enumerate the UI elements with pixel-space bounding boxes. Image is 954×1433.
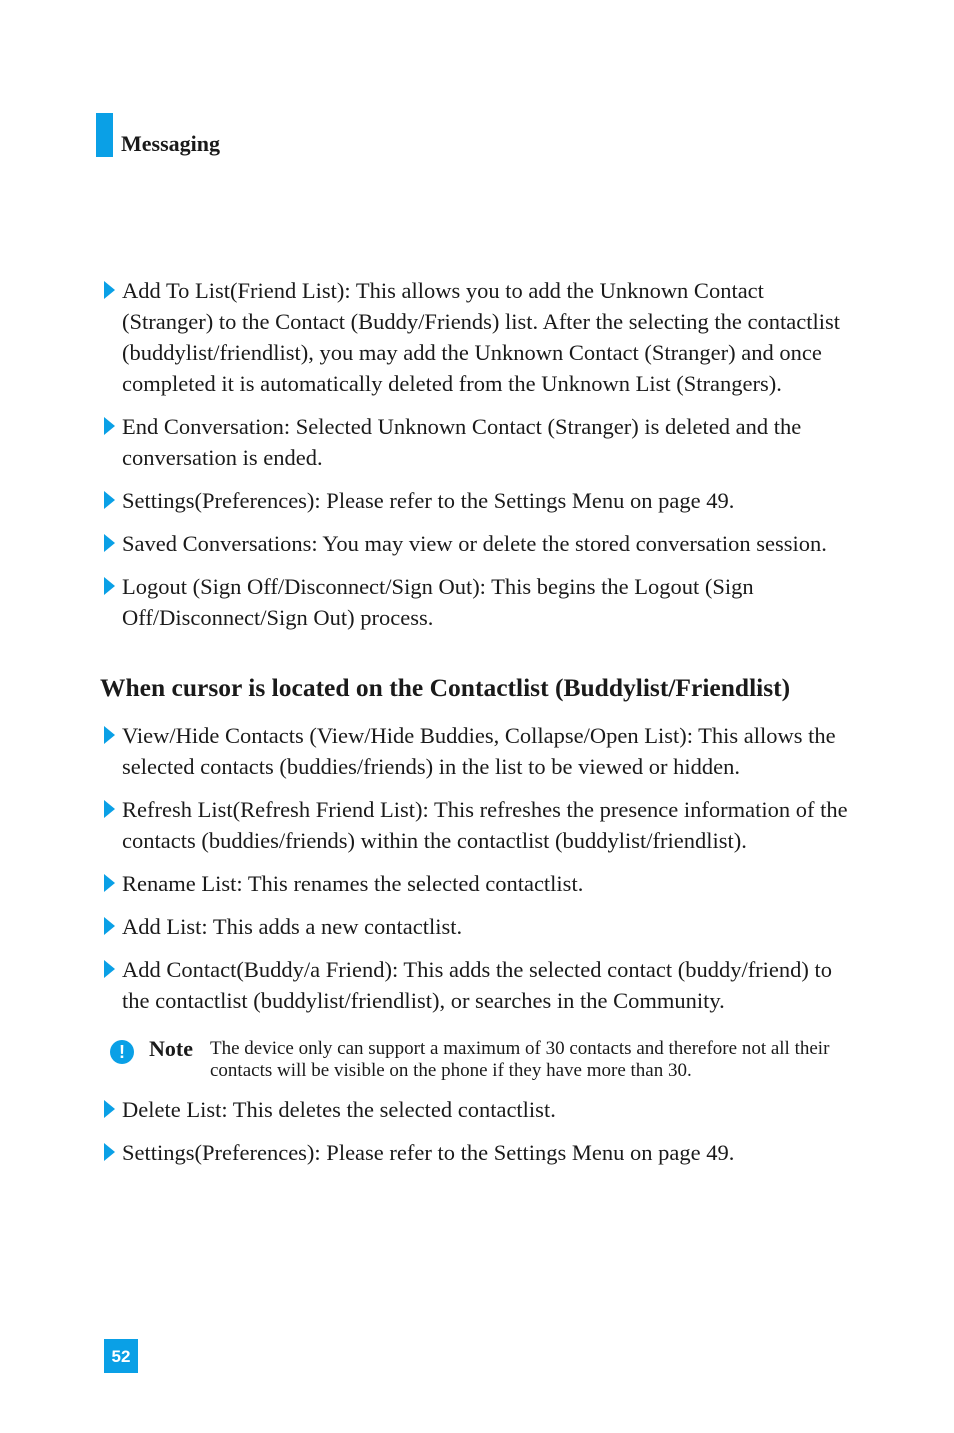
list-item-text: Saved Conversations: You may view or delete the stored conversation session.	[122, 531, 827, 556]
list-item-text: Delete List: This deletes the selected contactlist.	[122, 1097, 556, 1122]
list-item	[100, 954, 860, 1016]
subsection-heading: When cursor is located on the Contactlist (Buddylist/Friendlist)	[100, 673, 791, 702]
bullet-arrow-icon	[104, 917, 115, 935]
list-item-text: View/Hide Contacts (View/Hide Buddies, Collapse/Open List): This allows the selected contacts (buddies/friends) in the list to be viewed or hidden.	[122, 723, 836, 779]
note-text: The device only can support a maximum of 30 contacts and therefore not all their contacts will be visible on the phone if they have more than 30.	[210, 1038, 830, 1081]
list-item	[100, 720, 860, 782]
list-item-text: Settings(Preferences): Please refer to the Settings Menu on page 49.	[122, 1140, 735, 1165]
exclamation-icon: !	[110, 1040, 134, 1064]
list-item-text: Add To List(Friend List): This allows you to add the Unknown Contact (Stranger) to the Contact (Buddy/Friends) list. After the selecting the contactlist (buddylist/friendlist), you may add the Unknown Contact (Stranger) and once completed it is automatically deleted from the Unknown List (Strangers).	[122, 278, 840, 396]
bullet-arrow-icon	[104, 281, 115, 299]
bullet-arrow-icon	[104, 1143, 115, 1161]
note-label: Note	[149, 1036, 193, 1061]
list-item	[100, 571, 860, 633]
list-item	[100, 528, 860, 559]
bullet-arrow-icon	[104, 417, 115, 435]
list-item	[100, 275, 860, 399]
list-item	[100, 1137, 860, 1168]
bullet-arrow-icon	[104, 577, 115, 595]
list-item	[100, 1094, 860, 1125]
list-item-text: Settings(Preferences): Please refer to the Settings Menu on page 49.	[122, 488, 735, 513]
list-item-text: Add List: This adds a new contactlist.	[122, 914, 463, 939]
section-marker	[96, 113, 113, 157]
page-content	[100, 275, 860, 1180]
bullet-arrow-icon	[104, 1100, 115, 1118]
bullet-arrow-icon	[104, 960, 115, 978]
list-item-text: Add Contact(Buddy/a Friend): This adds the selected contact (buddy/friend) to the contactlist (buddylist/friendlist), or searches in the Community.	[122, 957, 833, 1013]
bullet-arrow-icon	[104, 534, 115, 552]
section-title: Messaging	[121, 131, 220, 156]
list-item-text: Rename List: This renames the selected contactlist.	[122, 871, 584, 896]
list-item	[100, 868, 860, 899]
list-item-text: End Conversation: Selected Unknown Contact (Stranger) is deleted and the conversation is ended.	[122, 414, 802, 470]
list-item	[100, 485, 860, 516]
page-number: 52	[104, 1339, 138, 1373]
list-item	[100, 411, 860, 473]
note-box	[100, 1038, 860, 1082]
bullet-arrow-icon	[104, 726, 115, 744]
list-item-text: Refresh List(Refresh Friend List): This refreshes the presence information of the contacts (buddies/friends) within the contactlist (buddylist/friendlist).	[122, 797, 848, 853]
bullet-arrow-icon	[104, 800, 115, 818]
bullet-arrow-icon	[104, 491, 115, 509]
bullet-arrow-icon	[104, 874, 115, 892]
list-item	[100, 911, 860, 942]
list-item	[100, 794, 860, 856]
list-item-text: Logout (Sign Off/Disconnect/Sign Out): This begins the Logout (Sign Off/Disconnect/Sign Out) process.	[122, 574, 754, 630]
